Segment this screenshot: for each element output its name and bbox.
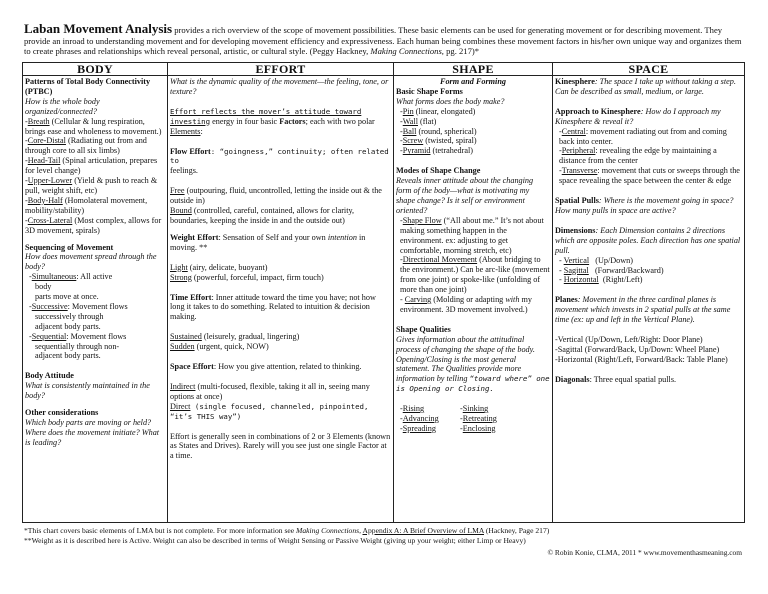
list-item: -Sequential: Movement flows	[29, 331, 127, 341]
dimension-name: Sagittal	[563, 265, 589, 275]
sequencing-title: Sequencing of Movement	[25, 242, 114, 252]
list-item: -Ball (round, spherical)	[400, 126, 477, 136]
flow-text-2: feelings.	[170, 166, 198, 176]
dimensions-title: Dimensions	[555, 225, 596, 235]
list-item: -Breath (Cellular & lung respiration, brings ease and wholeness to movement.)	[25, 116, 162, 136]
planes-item	[555, 295, 742, 325]
form-name: Pyramid	[402, 146, 431, 156]
kinesphere-item	[555, 77, 742, 97]
header-effort: EFFORT	[168, 63, 394, 76]
list-item: - Horizontal (Right/Left)	[559, 275, 643, 285]
footnote-1c: ,	[359, 526, 363, 535]
header-shape: SHAPE	[394, 63, 553, 76]
list-item: - Vertical (Up/Down)	[559, 255, 633, 265]
sustained-item	[170, 332, 391, 342]
strong-desc: (powerful, forceful, impact, firm touch)	[191, 272, 324, 282]
list-item: -Upper-Lower (Yield & push to reach & pull, weight shift, etc)	[25, 176, 158, 195]
seq-item-name: Successive	[31, 301, 68, 311]
directional-desc: (About bridging to the environment.) Can be arc-like (movement from one joint) or spoke-like (unfolding of more than one joint)	[400, 255, 550, 295]
transverse-desc: : movement that cuts or sweeps through the space revealing the space between the center & edge	[559, 166, 740, 186]
peripheral-label: Peripheral	[561, 146, 596, 156]
indirect-item	[170, 382, 391, 402]
intro-paragraph	[24, 21, 744, 57]
modes-question: Reveals inner attitude about the changing form of the body—what is motivating my shape change? Is it self or environment oriented?	[396, 176, 534, 215]
body-column	[23, 76, 168, 523]
form-name: Pin	[402, 106, 414, 116]
footnote-1	[24, 526, 746, 536]
space-effort-label: Space Effort	[170, 362, 214, 372]
footnote-1b: Making Connections	[296, 526, 360, 535]
quality-item: -Rising	[400, 404, 425, 414]
list-item: -Wall (flat)	[400, 116, 437, 126]
weight-text: : Sensation of Self and your own	[218, 232, 328, 242]
effort-column	[168, 76, 394, 523]
lma-table	[22, 62, 745, 523]
central-desc: : movement radiating out from and coming back into center.	[559, 126, 727, 146]
quality-name: Enclosing	[462, 424, 496, 433]
form-desc: (linear, elongated)	[413, 106, 476, 116]
weight-effort	[170, 233, 391, 253]
flow-effort	[170, 147, 391, 167]
qualities-q1: Gives information about the attitudinal process of changing the shape of the body. Opening/Closing is the most general statement. The Qualities provide more information by telling	[396, 334, 535, 384]
dimension-name: Horizontal	[563, 275, 599, 285]
quality-name: Retreating	[462, 414, 497, 424]
header-space: SPACE	[553, 63, 745, 76]
dimension-desc: (Right/Left)	[598, 275, 643, 285]
dimension-desc: (Up/Down)	[589, 255, 633, 265]
horizontal-plane: -Horizontal (Right/Left, Forward/Back: Table Plane)	[555, 354, 728, 364]
quality-item: -Retreating	[460, 414, 497, 424]
effort-reflects-2: energy in four basic	[210, 116, 280, 126]
effort-combinations-note: Effort is generally seen in combinations of 2 or 3 Elements (known as States and Drives). Rarely will you see just one single Factor at a time.	[170, 431, 391, 461]
space-effort	[170, 362, 391, 372]
ptbc-item-desc: (Radiating out from and through core to all six limbs)	[25, 136, 147, 156]
ptbc-item-desc: (Yield & push to reach & pull, weight shift, etc)	[25, 176, 158, 195]
directional-item: -Directional Movement (About bridging to the environment.) Can be arc-like (movement from one joint) or spoke-like (unfolding of more than one joint)	[400, 255, 550, 295]
ptbc-item-name: Cross-Lateral	[27, 215, 73, 225]
header-body: BODY	[23, 63, 168, 76]
form-name: Wall	[402, 116, 418, 126]
intro-book-title: Making Connections	[370, 46, 442, 57]
sudden-item	[170, 342, 391, 352]
footnote-1d: Appendix A: A Brief Overview of LMA	[362, 526, 484, 535]
direct-label: Direct	[170, 401, 191, 411]
other-question: Which body parts are moving or held? Where does the movement initiate? What is leading?	[25, 418, 160, 447]
ptbc-title: Patterns of Total Body Connectivity (PTBC)	[25, 77, 151, 96]
diagonals-desc: : Three equal spatial pulls.	[589, 374, 677, 384]
list-item: -Successive: Movement flows	[29, 301, 128, 311]
peripheral-item: -Peripheral: revealing the edge by maintaining a distance from the center	[559, 146, 717, 166]
attitude-question: What is consistently maintained in the body?	[25, 381, 150, 401]
quality-item: -Sinking	[460, 404, 489, 414]
seq-item-name: Sequential	[31, 331, 67, 341]
basic-forms-title: Basic Shape Forms	[396, 86, 463, 96]
seq-item-desc: : All active	[76, 272, 113, 282]
form-desc: (tetrahedral)	[430, 146, 473, 156]
space-effort-text: : How you give attention, related to thinking.	[213, 362, 362, 372]
list-item: -Screw (twisted, spiral)	[400, 136, 477, 146]
directional-label: Directional Movement	[402, 255, 478, 265]
dimension-name: Vertical	[563, 255, 590, 265]
free-label: Free	[170, 186, 185, 196]
seq-item-line: parts move at once.	[35, 292, 99, 302]
bound-item	[170, 206, 391, 226]
ptbc-item-desc: (Cellular & lung respiration, brings ease and wholeness to movement.)	[25, 116, 162, 136]
planes-title: Planes	[555, 295, 578, 305]
peripheral-desc: : revealing the edge by maintaining a distance from the center	[559, 146, 717, 166]
effort-elements: Elements	[170, 126, 201, 136]
approach-title: Approach to Kinesphere	[555, 106, 641, 116]
carving-desc: (Molding or adapting	[431, 295, 506, 305]
sustained-label: Sustained	[170, 332, 202, 342]
quality-item: -Advancing	[400, 414, 439, 424]
sequencing-question: How does movement spread through the body?	[25, 252, 157, 272]
modes-title: Modes of Shape Change	[396, 166, 481, 176]
spatial-pulls-item	[555, 196, 742, 216]
time-label: Time Effort	[170, 292, 212, 302]
spatial-pulls-question: : Where is the movement going in space? How many pulls in space are active?	[555, 196, 734, 215]
direct-desc: (single focused, channeled, pinpointed, “it’s THIS way”)	[170, 401, 369, 421]
qualities-title: Shape Qualities	[396, 324, 451, 334]
ptbc-item-name: Head-Tail	[27, 156, 61, 166]
list-item: -Cross-Lateral (Most complex, allows for 3D movement, spirals)	[25, 215, 162, 235]
list-item: -Simultaneous: All active	[29, 272, 113, 282]
attitude-title: Body Attitude	[25, 371, 74, 381]
quality-name: Rising	[402, 404, 425, 414]
list-item: -Pyramid (tetrahedral)	[400, 146, 473, 156]
indirect-desc: (multi-focused, flexible, taking it all in, seeing many options at once)	[170, 381, 370, 401]
footnote-1a: *This chart covers basic elements of LMA but is not complete. For more information see	[24, 526, 297, 535]
basic-forms-question: What forms does the body make?	[396, 96, 505, 106]
transverse-item: -Transverse: movement that cuts or sweeps through the space revealing the space between the center & edge	[559, 166, 740, 186]
weight-intention: intention	[327, 232, 357, 242]
list-item: -Body-Half (Homolateral movement, mobility/stability)	[25, 195, 148, 215]
spatial-pulls-title: Spatial Pulls	[555, 196, 599, 206]
qualities-q2: “toward where” one is Opening or Closing.	[396, 374, 550, 394]
footnote-2: **Weight as it is described here is Active. Weight can also be described in terms of Weight Sensing or Passive Weight (giving up your weight; either Limp or Heavy)	[24, 535, 526, 545]
list-item: -Head-Tail (Spinal articulation, prepares for level change)	[25, 156, 158, 176]
copyright: © Robin Konie, CLMA, 2011 * www.movementhasmeaning.com	[547, 548, 742, 557]
light-item	[170, 263, 391, 273]
seq-item-name: Simultaneous	[31, 272, 77, 282]
quality-name: Sinking	[462, 404, 489, 414]
light-label: Light	[170, 262, 188, 272]
bound-label: Bound	[170, 206, 192, 216]
content-row	[23, 76, 745, 523]
form-name: Screw	[402, 136, 424, 146]
form-desc: (flat)	[418, 116, 437, 126]
vertical-plane: -Vertical (Up/Down, Left/Right: Door Plane)	[555, 335, 703, 345]
bound-desc: (controlled, careful, contained, allows for clarity, boundaries, keeping the inside in and the outside out)	[170, 206, 355, 225]
header-row	[23, 63, 745, 76]
free-desc: (outpouring, fluid, uncontrolled, letting the inside out & the outside in)	[170, 186, 382, 206]
sagittal-plane: -Sagittal (Forward/Back, Up/Down: Wheel Plane)	[555, 344, 720, 354]
intro-lead: provides a rich overview of the scope of movement possibilities. These basic elements can be used for generating movement or for describing movement. They provide an inroad to understanding movement and for developing movement efficiency and expressiveness. Each human being combines these movement factors in his/her own unique way and organizes them to create phrases and relationships which reveal personal, artistic, or cultural style. (Peggy Hackney,	[24, 25, 742, 57]
flow-text: : “goingness,” continuity; often related to	[170, 146, 389, 166]
seq-item-line: body	[35, 282, 52, 292]
indirect-label: Indirect	[170, 381, 196, 391]
carving-label: Carving	[404, 295, 432, 305]
form-desc: (twisted, spiral)	[423, 136, 477, 146]
intro-tail: , pg. 217)*	[441, 46, 480, 57]
list-item: - Sagittal (Forward/Backward)	[559, 265, 664, 275]
other-title: Other considerations	[25, 408, 99, 418]
qualities-grid	[396, 404, 550, 434]
diagonals-title: Diagonals	[555, 374, 590, 384]
qualities-question	[396, 335, 550, 394]
sudden-desc: (urgent, quick, NOW)	[194, 342, 269, 352]
ptbc-item-desc: (Spinal articulation, prepares for level change)	[25, 156, 158, 176]
free-item	[170, 186, 391, 206]
effort-question: What is the dynamic quality of the movement—the feeling, tone, or texture?	[170, 77, 389, 96]
weight-text-2: in moving. **	[170, 232, 366, 252]
form-name: Ball	[402, 126, 417, 136]
effort-intro: Effort reflects the mover’s attitude toward investing energy in four basic Factors; each with two polar Elements:	[170, 106, 375, 136]
transverse-label: Transverse	[561, 166, 598, 176]
quality-name: Spreading	[402, 424, 436, 433]
carving-desc-2: my environment. 3D movement involved.)	[400, 295, 532, 314]
carving-with: with	[505, 295, 520, 305]
seq-item-desc: : Movement flows	[67, 301, 128, 311]
space-column	[553, 76, 745, 523]
seq-item-line: adjacent body parts.	[35, 351, 101, 361]
form-desc: (round, spherical)	[416, 126, 477, 136]
strong-item	[170, 273, 391, 283]
quality-name: Advancing	[402, 414, 439, 424]
seq-item-line: successively through	[35, 311, 104, 321]
light-desc: (airy, delicate, buoyant)	[187, 262, 268, 272]
seq-item-line: adjacent body parts.	[35, 321, 101, 331]
footnote-1e: (Hackney, Page 217)	[483, 526, 550, 535]
shape-flow-label: Shape Flow	[402, 215, 442, 225]
time-text: : Inner attitude toward the time you have; not how long it takes to do something. Related to intuition & decision making.	[170, 292, 376, 322]
shape-flow-desc: (“All about me.” It’s not about making something happen in the environment. ex: adjusting to get comfortable, morning stretch, etc)	[400, 215, 544, 255]
seq-item-line: sequentially through non-	[35, 341, 120, 351]
dimensions-item	[555, 226, 742, 256]
kinesphere-label: Kinesphere	[555, 77, 595, 86]
diagonals-item	[555, 375, 742, 385]
document-title: Laban Movement Analysis	[24, 21, 173, 36]
seq-item-desc: : Movement flows	[66, 331, 127, 341]
ptbc-item-desc: (Homolateral movement, mobility/stability)	[25, 195, 148, 215]
ptbc-item-name: Upper-Lower	[27, 176, 73, 186]
central-label: Central	[561, 126, 586, 136]
kinesphere-desc: : The space I take up without taking a step. Can be described as small, medium, or large.	[555, 77, 736, 96]
approach-question: : How do I approach my Kinesphere & reveal it?	[555, 106, 721, 126]
weight-label: Weight Effort	[170, 232, 219, 242]
flow-label: Flow Effort	[170, 146, 211, 156]
ptbc-question: How is the whole body organized/connected?	[25, 96, 100, 116]
footnotes	[24, 526, 746, 545]
ptbc-item-desc: (Most complex, allows for 3D movement, spirals)	[25, 215, 162, 235]
shape-column	[394, 76, 553, 523]
quality-item: -Spreading	[400, 424, 436, 433]
effort-factors: Factors	[279, 116, 306, 126]
direct-item	[170, 402, 391, 422]
ptbc-item-name: Core-Distal	[27, 136, 66, 146]
central-item: -Central: movement radiating out from and coming back into center.	[559, 126, 727, 146]
sustained-desc: (leisurely, gradual, lingering)	[201, 332, 300, 342]
ptbc-list	[25, 117, 165, 236]
list-item: -Core-Distal (Radiating out from and through core to all six limbs)	[25, 136, 147, 156]
strong-label: Strong	[170, 272, 192, 282]
shape-flow-item: -Shape Flow (“All about me.” It’s not about making something happen in the environment. ex: adjusting to get comfortable, morning stretch, etc)	[400, 215, 544, 255]
effort-reflects-3: ; each with two polar	[305, 116, 375, 126]
approach-item	[555, 107, 742, 127]
shape-subtitle: Form and Forming	[440, 77, 506, 86]
dimensions-question: : Each Dimension contains 2 directions which are opposite poles. Each direction has one spatial pull.	[555, 225, 741, 255]
quality-item: -Enclosing	[460, 424, 496, 433]
effort-reflects: Effort reflects the mover’s attitude toward investing	[170, 106, 362, 126]
dimension-desc: (Forward/Backward)	[588, 265, 664, 275]
sudden-label: Sudden	[170, 342, 195, 352]
planes-question: : Movement in the three cardinal planes is movement which invests in 2 spatial pulls at the same time (ex: up and left in the Vertical Plane).	[555, 295, 731, 325]
time-effort	[170, 293, 391, 323]
ptbc-item-name: Body-Half	[27, 195, 63, 205]
carving-item: - Carving (Molding or adapting with my environment. 3D movement involved.)	[400, 295, 532, 314]
list-item: -Pin (linear, elongated)	[400, 106, 476, 116]
ptbc-item-name: Breath	[27, 116, 50, 126]
